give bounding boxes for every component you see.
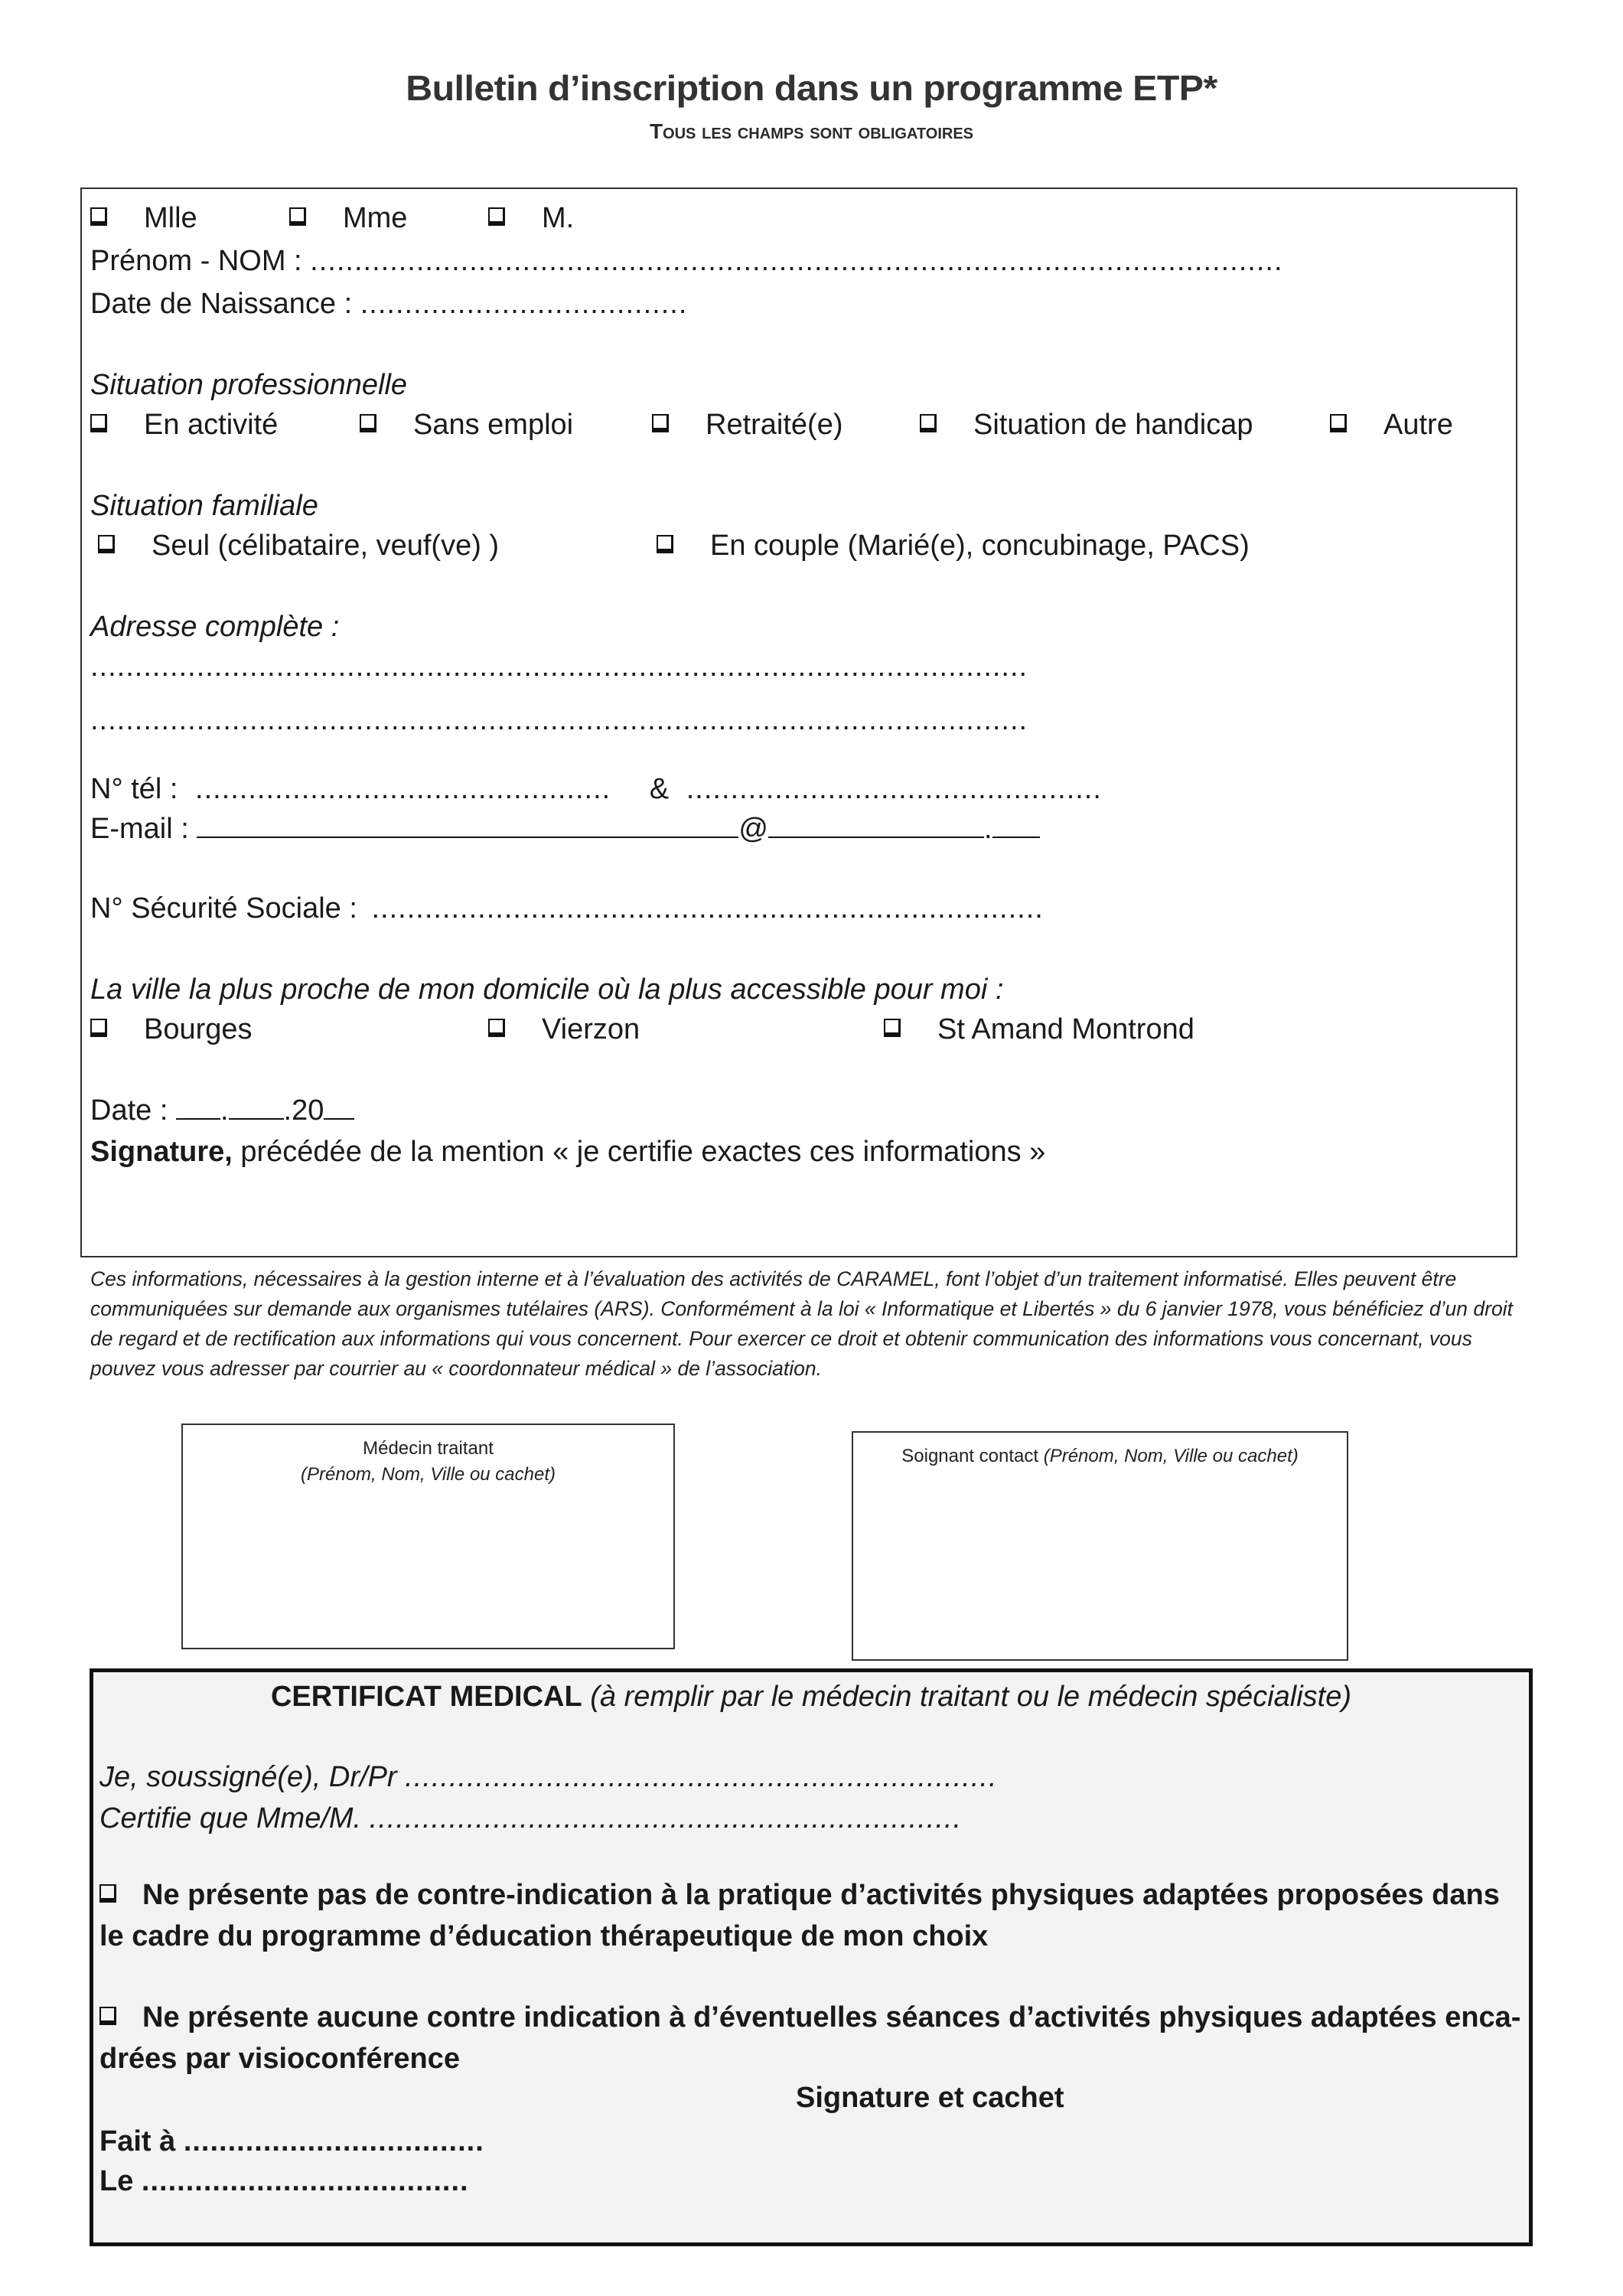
checkbox-en-couple[interactable]: En couple (Marié(e), concubinage, PACS): [657, 528, 1250, 563]
form-subtitle: Tous les champs sont obligatoires: [649, 119, 974, 143]
email-domain-input[interactable]: [768, 814, 984, 838]
checkbox-m[interactable]: M.: [488, 201, 574, 236]
address-line-2[interactable]: ..........................................................................................................: [90, 704, 1028, 736]
checkbox-icon[interactable]: [488, 1019, 505, 1037]
form-title: Bulletin d’inscription dans un programme ETP*: [406, 68, 1217, 108]
checkbox-mlle[interactable]: Mlle: [90, 201, 197, 236]
date-month-input[interactable]: [229, 1095, 284, 1120]
checkbox-icon[interactable]: [98, 535, 115, 553]
checkbox-handicap[interactable]: Situation de handicap: [920, 407, 1253, 442]
date-year-input[interactable]: [324, 1095, 354, 1120]
checkbox-retraite[interactable]: Retraité(e): [652, 407, 843, 442]
doctor-box-title: Médecin traitant: [363, 1438, 494, 1459]
social-security-field[interactable]: N° Sécurité Sociale : ............................................................................: [90, 892, 1044, 925]
checkbox-icon[interactable]: [657, 535, 673, 553]
name-field[interactable]: Prénom - NOM : ..............................................................................................................: [90, 245, 1283, 277]
checkbox-icon[interactable]: [99, 1884, 116, 1903]
checkbox-st-amand[interactable]: St Amand Montrond: [884, 1012, 1194, 1047]
carer-box-subtitle: (Prénom, Nom, Ville ou cachet): [1043, 1446, 1299, 1466]
date-field[interactable]: Date : . .20: [90, 1093, 354, 1128]
checkbox-no-contraindication[interactable]: Ne présente pas de contre-indication à la pratique d’activités physiques adaptées proposées dans: [99, 1877, 1500, 1913]
family-heading: Situation familiale: [90, 490, 318, 522]
date-day-input[interactable]: [176, 1095, 220, 1120]
checkbox-icon[interactable]: [1330, 414, 1347, 432]
address-line-1[interactable]: ..........................................................................................................: [90, 651, 1028, 683]
checkbox-icon[interactable]: [884, 1019, 901, 1037]
signature-stamp-label: Signature et cachet: [796, 2082, 1064, 2114]
checkbox-visio-no-contraindication[interactable]: Ne présente aucune contre indication à d’éventuelles séances d’activités physiques adaptées enca-: [99, 1999, 1520, 2036]
checkbox-autre[interactable]: Autre: [1330, 407, 1453, 442]
checkbox-icon[interactable]: [90, 207, 107, 226]
email-user-input[interactable]: [197, 814, 738, 838]
carer-box-title: Soignant contact: [901, 1446, 1044, 1466]
doctor-box[interactable]: [181, 1424, 675, 1649]
carer-box[interactable]: [852, 1431, 1348, 1661]
checkbox-vierzon[interactable]: Vierzon: [488, 1012, 640, 1047]
checkbox-icon[interactable]: [488, 207, 505, 226]
checkbox-icon[interactable]: [920, 414, 937, 432]
checkbox-en-activite[interactable]: En activité: [90, 407, 278, 442]
checkbox-icon[interactable]: [652, 414, 669, 432]
email-tld-input[interactable]: [992, 814, 1040, 838]
checkbox-icon[interactable]: [90, 414, 107, 432]
address-label: Adresse complète :: [90, 611, 340, 643]
phone-input-1[interactable]: ...............................................: [195, 773, 611, 805]
signature-mention: Signature, précédée de la mention « je certifie exactes ces informations »: [90, 1136, 1046, 1168]
birthdate-field[interactable]: Date de Naissance : .....................................: [90, 288, 688, 320]
email-field[interactable]: E-mail : @ .: [90, 811, 1040, 846]
checkbox-mme[interactable]: Mme: [289, 201, 407, 236]
privacy-notice: Ces informations, nécessaires à la gestion interne et à l’évaluation des activités de CARAMEL, font l’objet d’un traitement informatisé. Elles peuvent être communiquées sur demande aux organismes tutélaires (ARS). Conformément à la loi « Informatique et Libertés » du 6 janvier 1978, vous bénéficiez d’un droit de regard et de rectification aux informations qui vous concernent. Pour exercer ce droit et obtenir communication des informations vous concernant, vous pouvez vous adresser par courrier au « coordonnateur médical » de l’association.: [90, 1267, 1513, 1380]
option2-continuation: drées par visioconférence: [99, 2043, 460, 2075]
city-heading: La ville la plus proche de mon domicile où la plus accessible pour moi :: [90, 974, 1004, 1006]
phone-input-2[interactable]: ...............................................: [686, 773, 1102, 805]
doctor-box-subtitle: (Prénom, Nom, Ville ou cachet): [300, 1464, 556, 1485]
checkbox-seul[interactable]: Seul (célibataire, veuf(ve) ): [98, 528, 499, 563]
checkbox-icon[interactable]: [90, 1019, 107, 1037]
professional-heading: Situation professionnelle: [90, 369, 408, 401]
checkbox-icon[interactable]: [99, 2007, 116, 2025]
checkbox-icon[interactable]: [289, 207, 306, 226]
checkbox-sans-emploi[interactable]: Sans emploi: [360, 407, 573, 442]
phone-field[interactable]: N° tél : ............................................... & ...............................................: [90, 773, 1102, 805]
option1-continuation: le cadre du programme d’éducation thérapeutique de mon choix: [99, 1920, 989, 1952]
made-at-field[interactable]: Fait à ..................................: [99, 2125, 484, 2157]
checkbox-icon[interactable]: [360, 414, 376, 432]
patient-field[interactable]: Certifie que Mme/M. ...................................................................: [99, 1802, 963, 1835]
undersigned-field[interactable]: Je, soussigné(e), Dr/Pr ...................................................................: [99, 1761, 998, 1793]
date-on-field[interactable]: Le .....................................: [99, 2165, 469, 2197]
checkbox-bourges[interactable]: Bourges: [90, 1012, 253, 1047]
certificate-title: CERTIFICAT MEDICAL (à remplir par le médecin traitant ou le médecin spécialiste): [270, 1681, 1352, 1713]
